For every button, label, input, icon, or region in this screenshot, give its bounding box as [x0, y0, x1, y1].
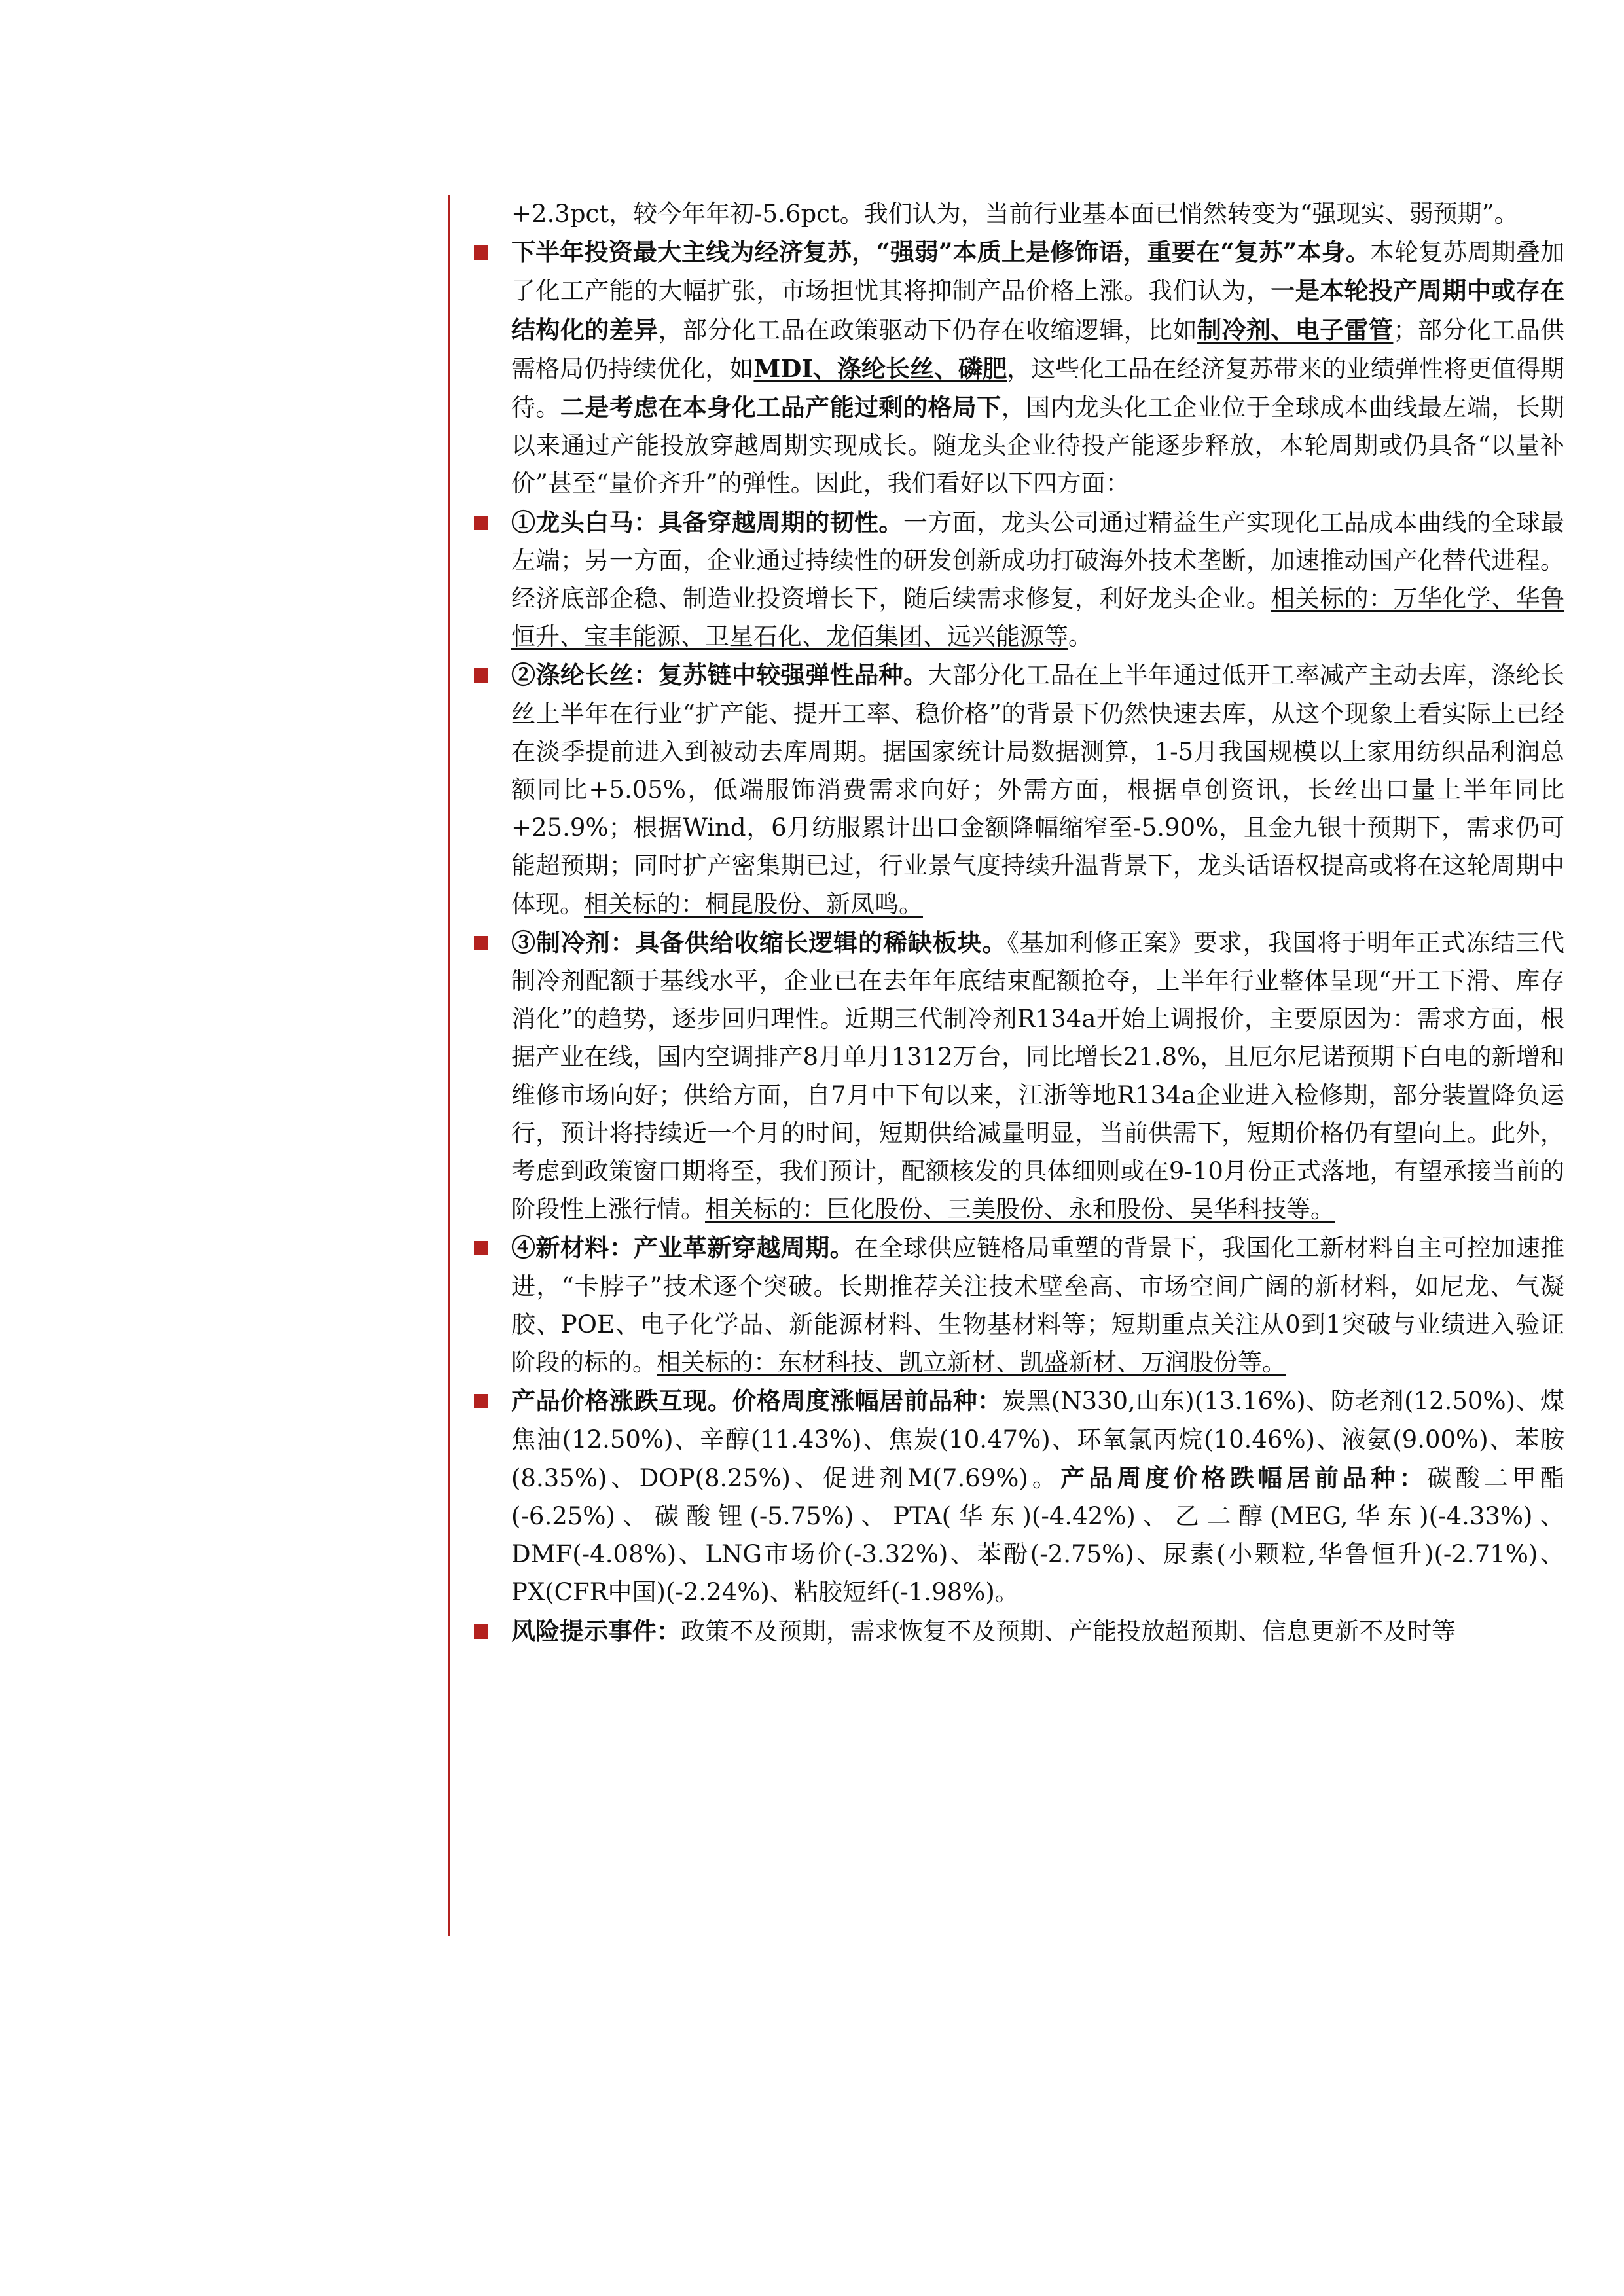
emphasis-text: 下半年投资最大主线为经济复苏，“强弱”本质上是修饰语，重要在“复苏”本身。: [511, 238, 1370, 267]
body-text: ，部分化工品在政策驱动下仍存在收缩逻辑，比如: [658, 315, 1198, 344]
bullet-paragraph: [474, 924, 1564, 1229]
body-text: ，这些化工品在经济复苏带来的业绩弹性将更值得期待。: [511, 354, 1565, 422]
body-text: ；部分化工品供需格局仍持续优化，如: [511, 315, 1565, 383]
square-bullet-icon: [474, 668, 488, 683]
related-stocks-text: MDI、涤纶长丝、磷肥: [753, 353, 1007, 383]
square-bullet-icon: [474, 516, 488, 530]
square-bullet-icon: [474, 245, 488, 260]
body-text: 《基加利修正案》要求，我国将于明年正式冻结三代制冷剂配额于基线水平，企业已在去年年底结束配额抢夺，上半年行业整体呈现“开工下滑、库存消化”的趋势，逐步回归理性。近期三代制冷剂R134a开始上调报价，主要原因为：需求方面，根据产业在线，国内空调排产8月单月1312万台，同比增长21.8%，且厄尔尼诺预期下白电的新增和维修市场向好；供给方面，自7月中下旬以来，江浙等地R134a企业进入检修期，部分装置降负运行，预计将持续近一个月的时间，短期供给减量明显，当前供需下，短期价格仍有望向上。此外，考虑到政策窗口期将至，我们预计，配额核发的具体细则或在9-10月份正式落地，有望承接当前的阶段性上涨行情。: [511, 928, 1565, 1224]
body-text: 本轮复苏周期叠加了化工产能的大幅扩张，市场担忧其将抑制产品价格上涨。我们认为，: [511, 238, 1564, 306]
bullet-paragraph: [474, 1612, 1564, 1651]
bullet-paragraph: [474, 503, 1564, 656]
report-body: [474, 195, 1564, 1651]
body-text: 。: [1068, 622, 1092, 651]
body-text: 碳酸二甲酯(-6.25%)、碳酸锂(-5.75%)、PTA(华东)(-4.42%)、乙二醇(MEG,华东)(-4.33%)、DMF(-4.08%)、LNG市场价(-3.32%)、苯酚(-2.75%)、尿素(小颗粒,华鲁恒升)(-2.71%)、PX(CFR中国)(-2.24%)、粘胶短纤(-1.98%)。: [511, 1463, 1565, 1607]
related-stocks-text: 相关标的：巨化股份、三美股份、永和股份、昊华科技等。: [705, 1195, 1335, 1224]
bullet-paragraph: [474, 1229, 1564, 1382]
square-bullet-icon: [474, 1624, 488, 1639]
emphasis-text: ①龙头白马：具备穿越周期的韧性。: [511, 507, 903, 537]
emphasis-text: 产品周度价格跌幅居前品种：: [1060, 1463, 1428, 1492]
related-stocks-text: 制冷剂、电子雷管: [1197, 315, 1394, 344]
bullet-paragraph: [474, 233, 1564, 503]
body-text: 在全球供应链格局重塑的背景下，我国化工新材料自主可控加速推进，“卡脖子”技术逐个突破。长期推荐关注技术壁垒高、市场空间广阔的新材料，如尼龙、气凝胶、POE、电子化学品、新能源材料、生物基材料等；短期重点关注从0到1突破与业绩进入验证阶段的标的。: [511, 1234, 1564, 1377]
body-text: 政策不及预期，需求恢复不及预期、产能投放超预期、信息更新不及时等: [681, 1617, 1456, 1645]
emphasis-text: 一是本轮投产周期中或存在结构化的差异: [511, 276, 1565, 344]
emphasis-text: 产品价格涨跌互现。价格周度涨幅居前品种：: [511, 1386, 1002, 1416]
continued-paragraph: [474, 195, 1564, 233]
emphasis-text: 风险提示事件：: [511, 1616, 681, 1645]
body-text: 炭黑(N330,山东)(13.16%)、防老剂(12.50%)、煤焦油(12.50%)、辛醇(11.43%)、焦炭(10.47%)、环氧氯丙烷(10.46%)、液氨(9.00%)、苯胺(8.35%)、DOP(8.25%)、促进剂M(7.69%)。: [511, 1387, 1565, 1492]
body-text: +2.3pct，较今年年初-5.6pct。我们认为，当前行业基本面已悄然转变为“强现实、弱预期”。: [511, 200, 1519, 228]
body-text: 一方面，龙头公司通过精益生产实现化工品成本曲线的全球最左端；另一方面，企业通过持续性的研发创新成功打破海外技术垄断，加速推动国产化替代进程。经济底部企稳、制造业投资增长下，随后续需求修复，利好龙头企业。: [511, 508, 1565, 613]
related-stocks-text: 相关标的：东材科技、凯立新材、凯盛新材、万润股份等。: [657, 1348, 1286, 1377]
square-bullet-icon: [474, 936, 488, 950]
body-text: 大部分化工品在上半年通过低开工率减产主动去库，涤纶长丝上半年在行业“扩产能、提开工率、稳价格”的背景下仍然快速去库，从这个现象上看实际上已经在淡季提前进入到被动去库周期。据国家统计局数据测算，1-5月我国规模以上家用纺织品利润总额同比+5.05%，低端服饰消费需求向好；外需方面，根据卓创资讯，长丝出口量上半年同比+25.9%；根据Wind，6月纺服累计出口金额降幅缩窄至-5.90%，且金九银十预期下，需求仍可能超预期；同时扩产密集期已过，行业景气度持续升温背景下，龙头话语权提高或将在这轮周期中体现。: [511, 661, 1565, 918]
square-bullet-icon: [474, 1394, 488, 1408]
emphasis-text: ②涤纶长丝：复苏链中较强弹性品种。: [511, 660, 928, 690]
emphasis-text: ④新材料：产业革新穿越周期。: [511, 1233, 854, 1263]
related-stocks-text: 相关标的：桐昆股份、新凤鸣。: [584, 889, 923, 918]
emphasis-text: ③制冷剂：具备供给收缩长逻辑的稀缺板块。: [511, 927, 1007, 957]
related-stocks-text: 相关标的：万华化学、华鲁恒升、宝丰能源、卫星石化、龙佰集团、远兴能源等: [511, 584, 1565, 651]
emphasis-text: 二是考虑在本身化工品产能过剩的格局下: [560, 393, 1001, 422]
bullet-paragraph: [474, 656, 1564, 923]
left-margin-rule: [448, 195, 450, 1936]
bullet-paragraph: [474, 1382, 1564, 1611]
square-bullet-icon: [474, 1241, 488, 1255]
body-text: ，国内龙头化工企业位于全球成本曲线最左端，长期以来通过产能投放穿越周期实现成长。随龙头企业待投产能逐步释放，本轮周期或仍具备“以量补价”甚至“量价齐升”的弹性。因此，我们看好以下四方面：: [511, 393, 1565, 498]
